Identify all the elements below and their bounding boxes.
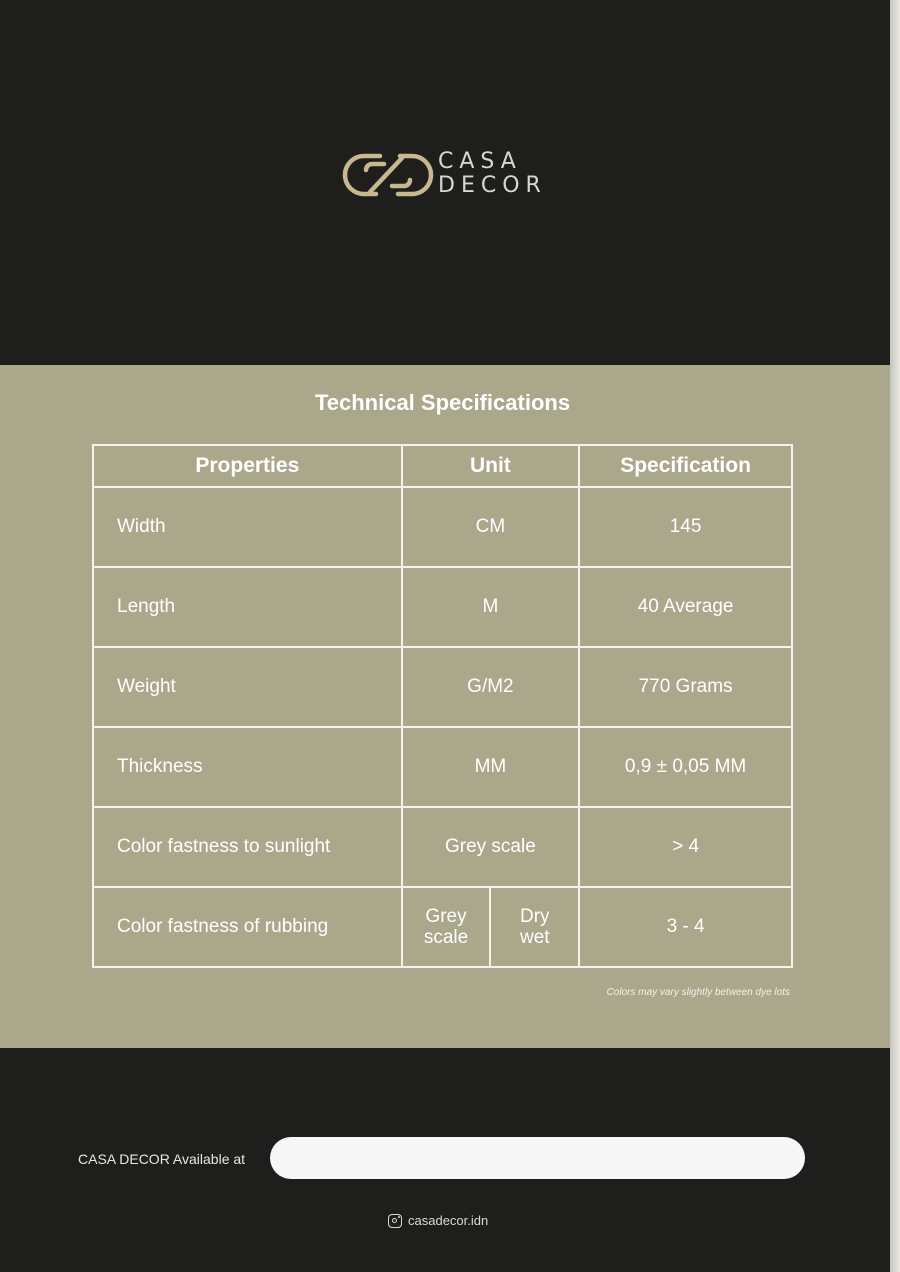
table-row <box>93 727 792 807</box>
row-property: Weight <box>93 647 402 727</box>
table-row <box>93 807 792 887</box>
row-value: 3 - 4 <box>579 887 792 967</box>
row-unit: G/M2 <box>402 647 580 727</box>
row-value: 770 Grams <box>579 647 792 727</box>
brand-line-1: CASA <box>438 149 522 174</box>
availability-field[interactable] <box>270 1137 805 1179</box>
availability-label: CASA DECOR Available at <box>78 1151 246 1167</box>
row-value: 145 <box>579 487 792 567</box>
row-unit-right: Dry wet <box>489 888 578 966</box>
table-row <box>93 487 792 567</box>
spec-table <box>92 444 793 968</box>
row-property: Length <box>93 567 402 647</box>
row-unit-split <box>402 887 580 967</box>
row-unit: MM <box>402 727 580 807</box>
row-unit: M <box>402 567 580 647</box>
instagram-handle: casadecor.idn <box>408 1213 489 1228</box>
row-property: Color fastness of rubbing <box>93 887 402 967</box>
row-value: 40 Average <box>579 567 792 647</box>
brand-wordmark <box>438 150 547 198</box>
dye-lot-note: Colors may vary slightly between dye lots <box>606 987 790 998</box>
row-value: > 4 <box>579 807 792 887</box>
header-unit: Unit <box>402 445 580 487</box>
brand-logo <box>340 150 580 210</box>
row-unit: CM <box>402 487 580 567</box>
row-property: Color fastness to sunlight <box>93 807 402 887</box>
row-unit: Grey scale <box>402 807 580 887</box>
spec-title: Technical Specifications <box>314 390 571 415</box>
table-header-row <box>93 445 792 487</box>
row-property: Thickness <box>93 727 402 807</box>
table-row <box>93 567 792 647</box>
table-row <box>93 647 792 727</box>
cd-monogram-icon <box>340 150 436 202</box>
row-property: Width <box>93 487 402 567</box>
table-row <box>93 887 792 967</box>
brand-line-2: DECOR <box>438 173 547 198</box>
instagram-link[interactable] <box>388 1213 488 1228</box>
header-specification: Specification <box>579 445 792 487</box>
row-unit-left: Grey scale <box>423 906 469 948</box>
header-properties: Properties <box>93 445 402 487</box>
instagram-icon <box>388 1214 402 1228</box>
row-value: 0,9 ± 0,05 MM <box>579 727 792 807</box>
